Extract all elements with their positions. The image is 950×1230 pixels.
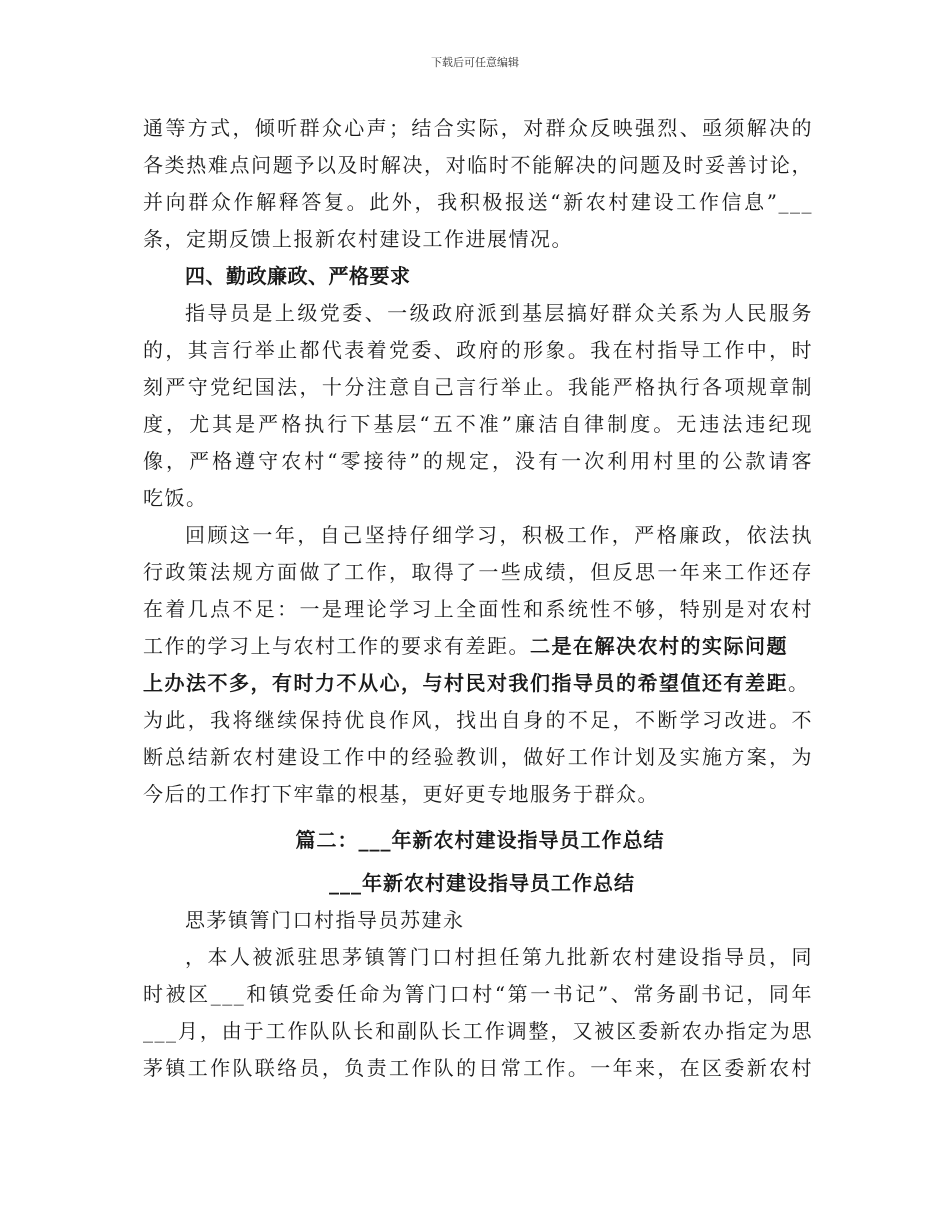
- text-line: 吃饭。: [143, 486, 208, 510]
- text-line-mixed: [143, 665, 813, 702]
- paragraph-info-report: [143, 110, 813, 258]
- text-line: 并向群众作解释答复。此外，我积极报送“新农村建设工作信息”___: [143, 190, 813, 214]
- text-line: 像，严格遵守农村“零接待”的规定，没有一次利用村里的公款请客: [143, 449, 813, 473]
- text-line: 回顾这一年，自己坚持仔细学习，积极工作，严格廉政，依法执: [185, 523, 813, 547]
- text-line: 条，定期反馈上报新农村建设工作进展情况。: [143, 227, 573, 251]
- text-line: 时被区___和镇党委任命为箐门口村“第一书记”、常务副书记，同年: [143, 982, 813, 1006]
- text-line: ___月，由于工作队队长和副队长工作调整，又被区委新农办指定为思: [143, 1019, 813, 1043]
- text-line: 各类热难点问题予以及时解决，对临时不能解决的问题及时妥善讨论，: [143, 153, 813, 177]
- document-body: [143, 110, 813, 1087]
- page-header: 下载后可任意编辑: [431, 56, 519, 69]
- bold-text-run: 上办法不多，有时力不从心，与村民对我们指导员的希望值还有差距: [143, 671, 788, 695]
- text-line: 指导员是上级党委、一级政府派到基层搞好群众关系为人民服务: [185, 301, 813, 325]
- paragraph-integrity: [143, 295, 813, 517]
- bold-text-run: 二是在解决农村的实际问题: [530, 634, 788, 658]
- text-line: 断总结新农村建设工作中的经验教训，做好工作计划及实施方案，为: [143, 745, 813, 769]
- paragraph-review: [143, 517, 813, 813]
- text-run: 工作的学习上与农村工作的要求有差距。: [143, 634, 530, 658]
- text-line: 通等方式，倾听群众心声；结合实际，对群众反映强烈、亟须解决的: [143, 116, 813, 140]
- text-line: 行政策法规方面做了工作，取得了一些成绩，但反思一年来工作还存: [143, 560, 813, 584]
- author-line: 思茅镇箐门口村指导员苏建永: [185, 908, 465, 932]
- text-line: 今后的工作打下牢靠的根基，更好更专地服务于群众。: [143, 782, 659, 806]
- text-line: 刻严守党纪国法，十分注意自己言行举止。我能严格执行各项规章制: [143, 375, 813, 399]
- text-run: 。: [788, 671, 810, 695]
- document-subtitle: ___年新农村建设指导员工作总结: [329, 871, 635, 895]
- text-line: 为此，我将继续保持优良作风，找出自身的不足，不断学习改进。不: [143, 708, 813, 732]
- text-line: 度，尤其是严格执行下基层“五不准”廉洁自律制度。无违法违纪现: [143, 412, 813, 436]
- text-line: 的，其言行举止都代表着党委、政府的形象。我在村指导工作中，时: [143, 338, 813, 362]
- text-line: 茅镇工作队联络员，负责工作队的日常工作。一年来，在区委新农村: [143, 1056, 813, 1080]
- text-line: 在着几点不足：一是理论学习上全面性和系统性不够，特别是对农村: [143, 597, 813, 621]
- text-line: ，本人被派驻思茅镇箐门口村担任第九批新农村建设指导员，同: [185, 945, 813, 969]
- section-heading-four: 四、勤政廉政、严格要求: [185, 264, 411, 288]
- paragraph-assignment: [143, 939, 813, 1087]
- text-line-mixed: [143, 628, 813, 665]
- chapter-title: 篇二：___年新农村建设指导员工作总结: [295, 828, 665, 852]
